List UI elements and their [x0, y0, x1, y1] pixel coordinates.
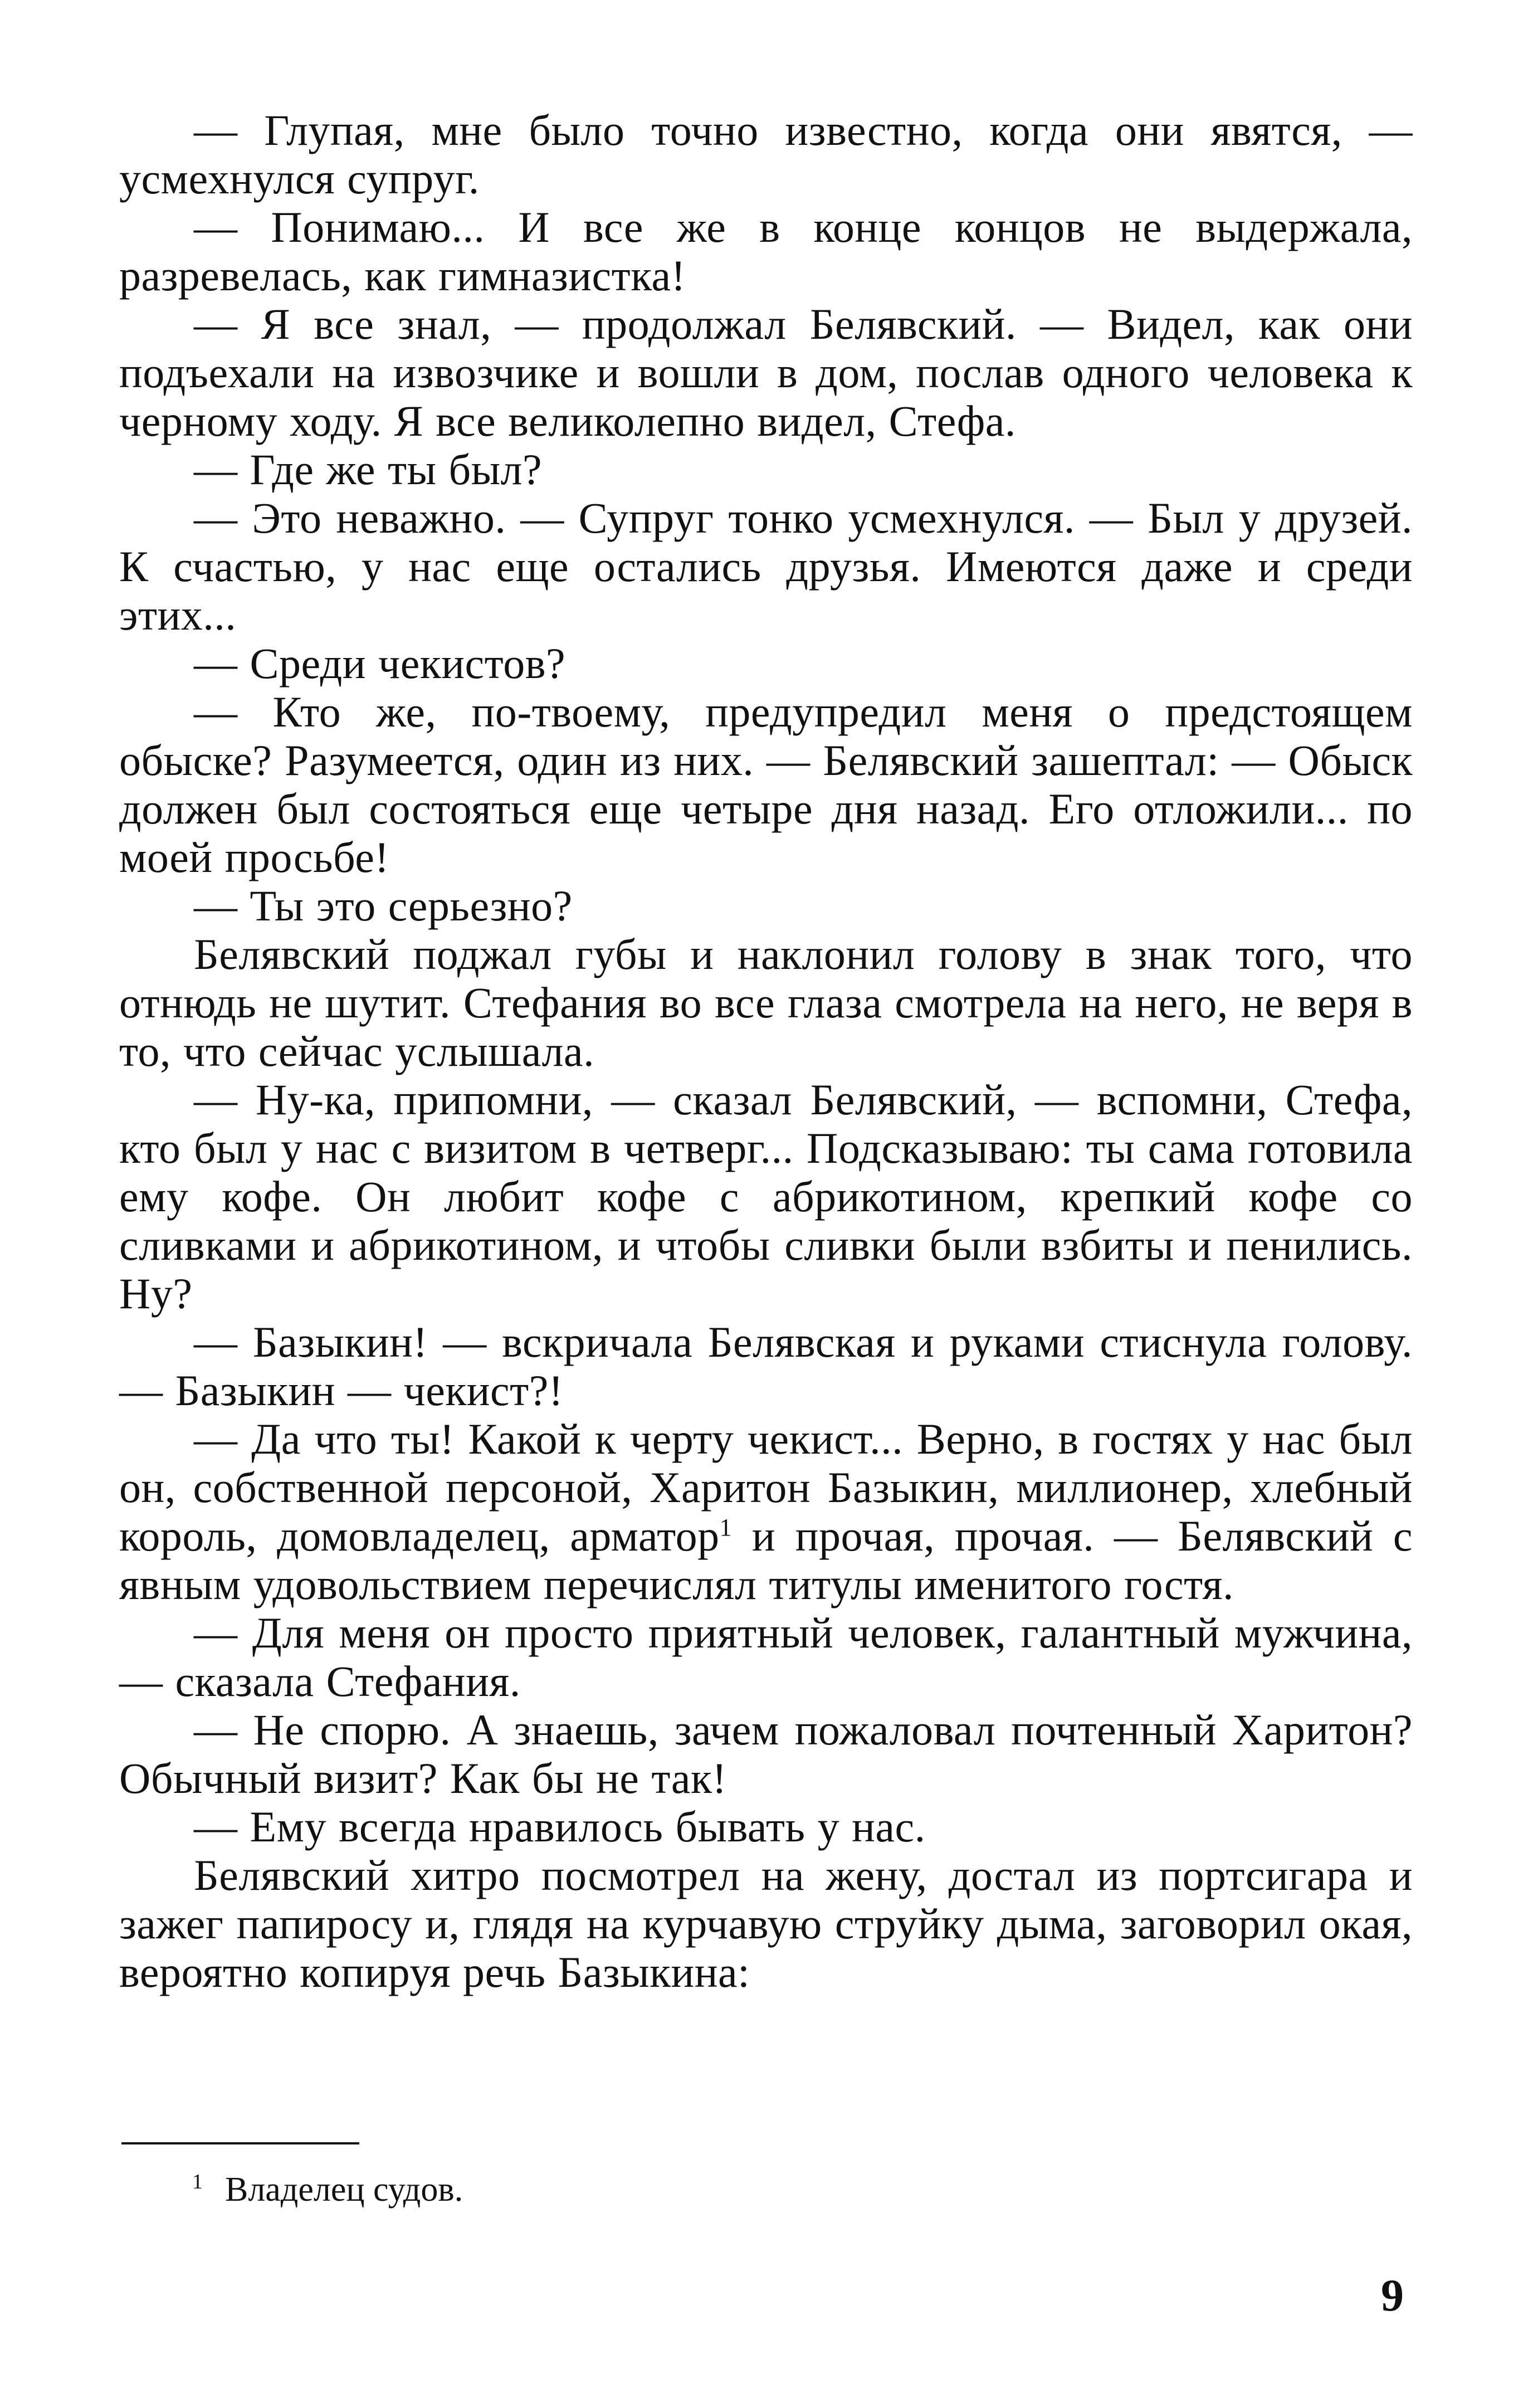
- footnote: [192, 2167, 463, 2212]
- paragraph: — Это неважно. — Супруг тонко усмехнулся. — Был у друзей. К счастью, у нас еще остались друзья. Имеются даже и среди этих...: [119, 494, 1413, 639]
- paragraph: — Кто же, по-твоему, предупредил меня о предстоящем обыске? Разумеется, один из них. — Белявский зашептал: — Обыск должен был состояться еще четыре дня назад. Его отложили... по моей просьбе!: [119, 688, 1413, 881]
- footnote-reference[interactable]: 1: [719, 1514, 733, 1541]
- paragraph: — Среди чекистов?: [194, 639, 566, 688]
- paragraph-text-before-note: — Да что ты! Какой к черту чекист... Верно, в гостях у нас был он, собственной персоной, Харитон Базыкин, миллионер, хлебный король, домовладелец, арматор: [119, 1415, 1413, 1560]
- paragraph: — Понимаю... И все же в конце концов не выдержала, разревелась, как гимназистка!: [119, 203, 1413, 300]
- main-text: [119, 106, 1413, 1996]
- paragraph: — Ты это серьезно?: [194, 881, 573, 930]
- footnote-mark: 1: [192, 2170, 203, 2194]
- paragraph: — Ну-ка, припомни, — сказал Белявский, — вспомни, Стефа, кто был у нас с визитом в четверг... Подсказываю: ты сама готовила ему кофе. Он любит кофе с абрикотином, крепкий кофе со сливками и абрикотином, и чтобы сливки были взбиты и пенились. Ну?: [119, 1075, 1413, 1318]
- paragraph: — Для меня он просто приятный человек, галантный мужчина, — сказала Стефания.: [119, 1608, 1413, 1705]
- paragraph-text-after-note: и прочая, прочая. — Белявский с явным удовольствием перечислял титулы именитого гостя.: [119, 1512, 1413, 1608]
- page-number: 9: [1381, 2270, 1404, 2321]
- paragraph: — Базыкин! — вскричала Белявская и руками стиснула голову. — Базыкин — чекист?!: [119, 1318, 1413, 1415]
- paragraph-with-footnote: [119, 1415, 1413, 1608]
- paragraph: — Глупая, мне было точно известно, когда они явятся, — усмехнулся супруг.: [119, 106, 1413, 203]
- footnote-text: Владелец судов.: [225, 2171, 463, 2209]
- paragraph: — Не спорю. А знаешь, зачем пожаловал почтенный Харитон? Обычный визит? Как бы не так!: [119, 1705, 1413, 1802]
- footnote-divider: [121, 2142, 359, 2144]
- paragraph: Белявский поджал губы и наклонил голову в знак того, что отнюдь не шутит. Стефания во все глаза смотрела на него, не веря в то, что сейчас услышала.: [119, 930, 1413, 1075]
- paragraph: — Я все знал, — продолжал Белявский. — Видел, как они подъехали на извозчике и вошли в дом, послав одного человека к черному ходу. Я все великолепно видел, Стефа.: [119, 300, 1413, 445]
- paragraph: — Где же ты был?: [194, 445, 543, 494]
- paragraph: Белявский хитро посмотрел на жену, достал из портсигара и зажег папиросу и, глядя на курчавую струйку дыма, заговорил окая, вероятно копируя речь Базыкина:: [119, 1851, 1413, 1996]
- paragraph: — Ему всегда нравилось бывать у нас.: [194, 1802, 926, 1851]
